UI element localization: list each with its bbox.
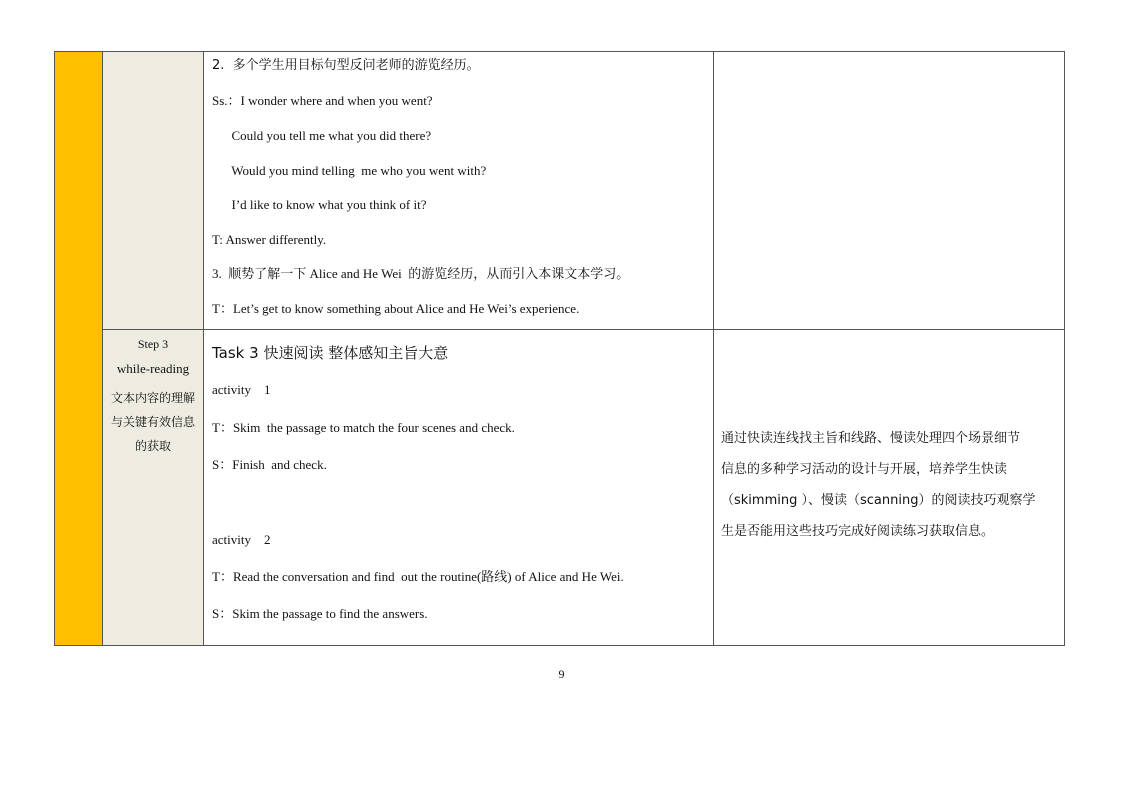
notes-line: 通过快读连线找主旨和线路、慢读处理四个场景细节 <box>721 431 1021 446</box>
procedure-line: I’d like to know what you think of it? <box>212 197 427 212</box>
step-desc: 的获取 <box>134 439 171 453</box>
step-title: Step 3 <box>137 337 169 351</box>
step-desc: 文本内容的理解 <box>110 391 195 405</box>
teacher-line: T：Skim the passage to match the four scenes and check. <box>212 420 515 435</box>
lesson-plan-table <box>54 51 1065 646</box>
procedure-line: Would you mind telling me who you went with? <box>212 163 487 178</box>
procedure-line: T：Let’s get to know something about Alice and He Wei’s experience. <box>212 301 580 316</box>
procedure-cell <box>204 52 714 330</box>
activity-label: activity 2 <box>212 532 271 547</box>
task-title: Task 3 快速阅读 整体感知主旨大意 <box>212 344 449 362</box>
notes-line: （skimming ）、慢读（scanning）的阅读技巧观察学 <box>721 493 1036 508</box>
step-subtitle: while-reading <box>116 361 190 376</box>
procedure-line: Could you tell me what you did there? <box>212 128 432 143</box>
step-cell-empty <box>103 52 204 330</box>
procedure-line: Ss.：I wonder where and when you went? <box>212 93 433 108</box>
procedure-line: T: Answer differently. <box>212 232 327 247</box>
teacher-line: T：Read the conversation and find out the routine(路线) of Alice and He Wei. <box>212 569 624 584</box>
procedure-cell <box>204 330 714 646</box>
table-row <box>55 52 1065 330</box>
procedure-line: 2. 多个学生用目标句型反问老师的游览经历。 <box>212 58 480 73</box>
notes-cell-empty <box>714 52 1065 330</box>
accent-column <box>55 52 103 646</box>
student-line: S：Finish and check. <box>212 457 327 472</box>
table-row <box>55 330 1065 646</box>
notes-line: 生是否能用这些技巧完成好阅读练习获取信息。 <box>721 524 995 539</box>
notes-cell <box>714 330 1065 646</box>
step-cell <box>103 330 204 646</box>
activity-label: activity 1 <box>212 382 271 397</box>
page-number: 9 <box>558 667 565 681</box>
procedure-line: 3. 顺势了解一下 Alice and He Wei 的游览经历，从而引入本课文本学习。 <box>212 266 630 281</box>
student-line: S：Skim the passage to find the answers. <box>212 606 428 621</box>
step-desc: 与关键有效信息 <box>110 415 195 429</box>
notes-line: 信息的多种学习活动的设计与开展，培养学生快读 <box>721 462 1008 477</box>
